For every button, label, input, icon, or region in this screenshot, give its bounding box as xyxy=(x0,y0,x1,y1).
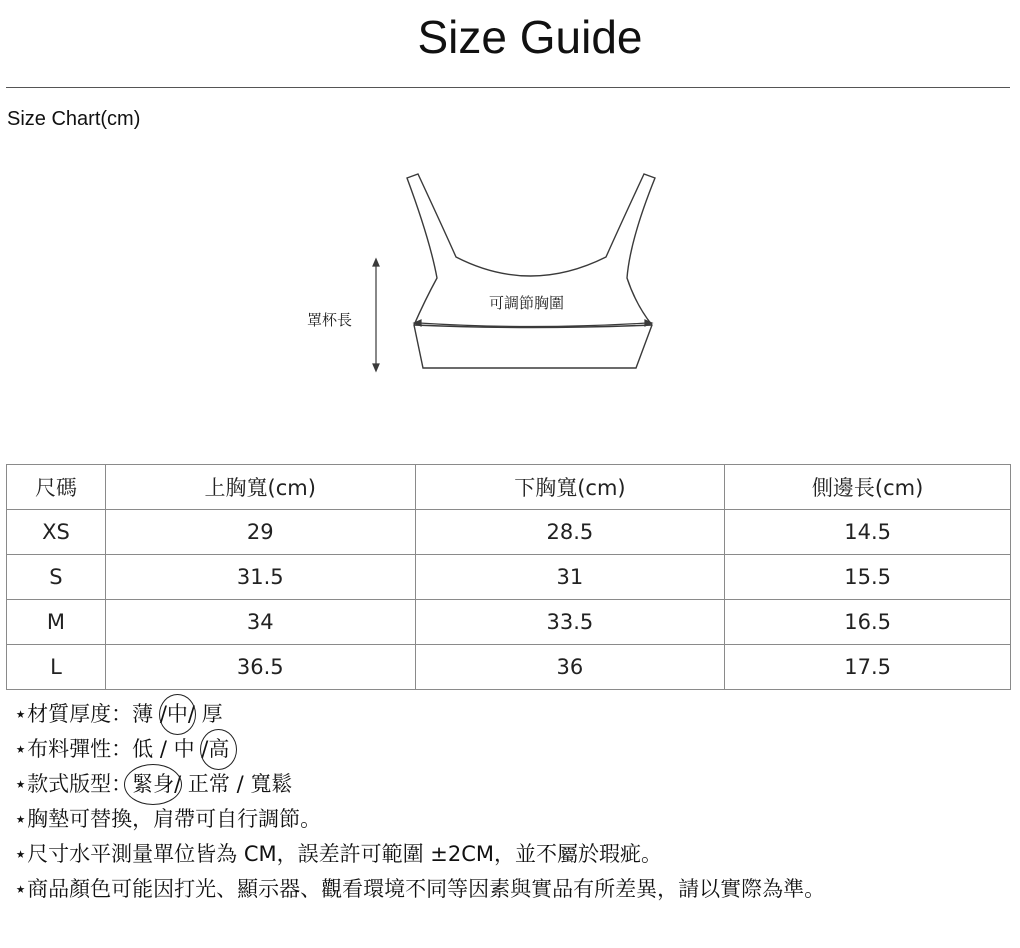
column-header-under-bust: 下胸寬(cm) xyxy=(415,465,725,510)
table-cell: 31 xyxy=(415,555,725,600)
selected-option-circle: 中 xyxy=(167,697,188,732)
adjustable-bust-label: 可調節胸圍 xyxy=(489,294,565,312)
note-text: / 正常 / 寬鬆 xyxy=(174,772,293,796)
table-cell: 36 xyxy=(415,645,725,690)
table-cell: 15.5 xyxy=(725,555,1011,600)
note-text: ⋆材質厚度：薄 / xyxy=(14,702,167,726)
size-table xyxy=(6,464,1011,690)
note-color-disclaimer: ⋆商品顏色可能因打光、顯示器、觀看環境不同等因素與實品有所差異，請以實際為準。 xyxy=(14,877,826,901)
note-fit-style xyxy=(14,767,1014,802)
table-row xyxy=(7,600,1011,645)
table-cell: 16.5 xyxy=(725,600,1011,645)
table-row xyxy=(7,510,1011,555)
table-cell: 31.5 xyxy=(105,555,415,600)
selected-option-circle: 緊身 xyxy=(132,767,174,802)
note-text: ⋆布料彈性：低 / 中 / xyxy=(14,737,209,761)
bra-outline xyxy=(407,174,655,368)
note-measurement: ⋆尺寸水平測量單位皆為 CM，誤差許可範圍 ±2CM，並不屬於瑕疵。 xyxy=(14,842,663,866)
column-header-side-length: 側邊長(cm) xyxy=(725,465,1011,510)
table-cell: 34 xyxy=(105,600,415,645)
table-cell: 36.5 xyxy=(105,645,415,690)
table-cell: 29 xyxy=(105,510,415,555)
note-pad-strap: ⋆胸墊可替換，肩帶可自行調節。 xyxy=(14,807,322,831)
column-header-size: 尺碼 xyxy=(7,465,106,510)
cup-length-label: 罩杯長 xyxy=(307,311,353,329)
bra-diagram xyxy=(0,160,1020,390)
table-cell: 28.5 xyxy=(415,510,725,555)
table-cell: L xyxy=(7,645,106,690)
note-fabric-elasticity xyxy=(14,732,1014,767)
column-header-upper-bust: 上胸寬(cm) xyxy=(105,465,415,510)
note-material-thickness xyxy=(14,697,1014,732)
selected-option-circle: 高 xyxy=(208,732,229,767)
product-notes xyxy=(14,697,1014,907)
title-divider xyxy=(6,87,1010,88)
note-text: / 厚 xyxy=(187,702,223,726)
page-title: Size Guide xyxy=(417,11,643,63)
table-cell: 14.5 xyxy=(725,510,1011,555)
adjustable-bust-arrow xyxy=(414,320,652,327)
note-text: ⋆款式版型： xyxy=(14,772,133,796)
table-cell: S xyxy=(7,555,106,600)
table-row xyxy=(7,645,1011,690)
table-row xyxy=(7,555,1011,600)
size-chart-label: Size Chart(cm) xyxy=(7,108,141,130)
cup-length-arrow xyxy=(373,259,379,371)
table-cell: M xyxy=(7,600,106,645)
table-cell: 17.5 xyxy=(725,645,1011,690)
table-cell: XS xyxy=(7,510,106,555)
table-header-row xyxy=(7,465,1011,510)
table-cell: 33.5 xyxy=(415,600,725,645)
